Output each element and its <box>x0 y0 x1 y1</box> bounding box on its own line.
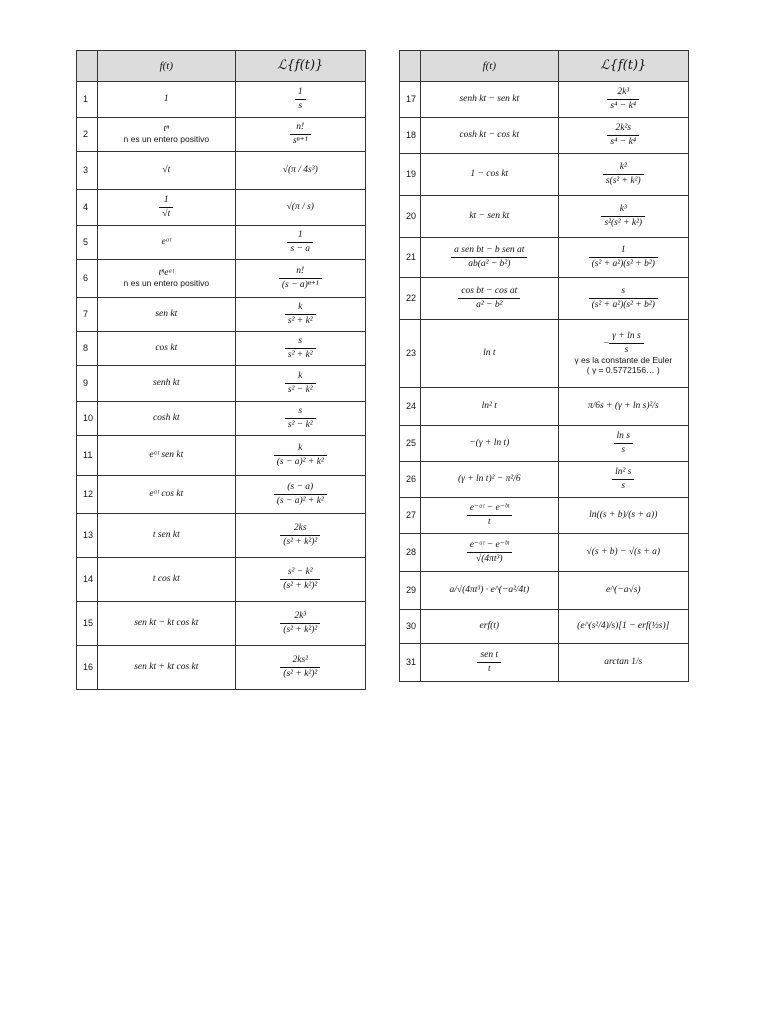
table-row <box>77 152 366 190</box>
function-expression: t sen kt <box>152 530 180 541</box>
function-expression: ln² t <box>481 401 497 412</box>
transform-cell <box>558 462 688 498</box>
function-expression: sen kt <box>155 309 178 320</box>
l-fraction <box>295 87 306 112</box>
f-fraction <box>458 286 520 311</box>
transform-note: γ es la constante de Euler <box>574 355 673 366</box>
row-number: 13 <box>77 514 98 558</box>
table-row <box>77 402 366 436</box>
l-fraction <box>280 655 320 680</box>
row-number: 19 <box>400 154 421 196</box>
row-number: 6 <box>77 260 98 298</box>
transform-cell <box>235 476 365 514</box>
transform-cell <box>558 572 688 610</box>
table-row <box>400 238 689 278</box>
transform-cell <box>235 402 365 436</box>
l-denominator: (s² + k²)² <box>283 669 318 679</box>
l-numerator: γ + ln s <box>609 331 643 344</box>
function-cell <box>98 402 235 436</box>
table-row <box>400 572 689 610</box>
l-numerator: 2k²s <box>607 123 639 136</box>
function-expression: eᵃᵗ <box>161 237 172 248</box>
function-expression: eᵃᵗ cos kt <box>149 489 184 500</box>
function-cell <box>98 514 235 558</box>
f-denominator: t <box>487 664 491 674</box>
table-row <box>400 462 689 498</box>
l-fraction <box>589 286 658 311</box>
transform-cell <box>558 118 688 154</box>
l-numerator: k³ <box>601 204 645 217</box>
l-denominator: (s² + a²)(s² + b²) <box>591 300 655 310</box>
function-cell <box>98 152 235 190</box>
transform-cell <box>235 226 365 260</box>
table-row <box>400 534 689 572</box>
table-row <box>400 498 689 534</box>
l-numerator: 1 <box>287 230 313 243</box>
row-number: 26 <box>400 462 421 498</box>
table-row <box>77 558 366 602</box>
transform-cell <box>235 152 365 190</box>
transform-cell <box>558 388 688 426</box>
f-denominator: √t <box>162 209 171 219</box>
l-fraction <box>285 302 316 327</box>
l-denominator: s − a <box>290 244 311 254</box>
transform-cell <box>235 646 365 690</box>
function-cell <box>98 558 235 602</box>
l-fraction <box>601 204 645 229</box>
row-number: 8 <box>77 332 98 366</box>
table-row <box>400 196 689 238</box>
transform-cell <box>235 514 365 558</box>
function-expression: cosh kt − cos kt <box>459 130 520 141</box>
transform-cell <box>558 534 688 572</box>
transform-cell <box>235 558 365 602</box>
function-cell <box>98 82 235 118</box>
row-number: 2 <box>77 118 98 152</box>
row-number: 23 <box>400 320 421 388</box>
l-fraction <box>285 336 316 361</box>
function-note: n es un entero positivo <box>123 278 210 289</box>
l-denominator: s² − k² <box>287 420 313 430</box>
function-expression: cos kt <box>155 343 178 354</box>
f-denominator: ab(a² − b²) <box>468 259 511 269</box>
table-row <box>400 610 689 644</box>
function-expression: senh kt <box>152 378 180 389</box>
row-number: 18 <box>400 118 421 154</box>
table-row <box>77 332 366 366</box>
row-number: 16 <box>77 646 98 690</box>
transform-prefix: − <box>602 338 610 349</box>
function-expression: 1 − cos kt <box>470 169 509 180</box>
function-cell <box>421 278 558 320</box>
function-cell <box>421 388 558 426</box>
f-numerator: a sen bt − b sen at <box>451 245 527 258</box>
f-fraction <box>159 195 173 220</box>
l-denominator: s² + k² <box>287 316 313 326</box>
transform-expression: ln((s + b)/(s + a)) <box>589 510 658 521</box>
f-fraction <box>467 540 512 565</box>
l-numerator: n! <box>279 266 322 279</box>
row-number: 9 <box>77 366 98 402</box>
function-cell <box>98 366 235 402</box>
function-cell <box>98 190 235 226</box>
l-numerator: s <box>285 406 316 419</box>
row-number: 24 <box>400 388 421 426</box>
l-fraction <box>280 523 320 548</box>
row-number: 30 <box>400 610 421 644</box>
l-numerator: s <box>285 336 316 349</box>
transform-cell <box>558 196 688 238</box>
transform-cell <box>558 238 688 278</box>
transform-cell <box>235 602 365 646</box>
row-number: 25 <box>400 426 421 462</box>
l-denominator: (s − a)² + k² <box>276 457 324 467</box>
l-fraction <box>607 123 639 148</box>
function-expression: −(γ + ln t) <box>469 438 510 449</box>
function-cell <box>421 462 558 498</box>
table-row <box>77 298 366 332</box>
l-numerator: k <box>274 443 327 456</box>
function-expression: eᵃᵗ sen kt <box>149 450 184 461</box>
transform-expression: e^(−a√s) <box>605 585 641 596</box>
table-row <box>400 426 689 462</box>
l-numerator: ln s <box>614 431 633 444</box>
table-row <box>77 118 366 152</box>
row-number: 12 <box>77 476 98 514</box>
function-cell <box>98 118 235 152</box>
f-numerator: e⁻ᵃᵗ − e⁻ᵇᵗ <box>467 540 512 553</box>
row-number: 11 <box>77 436 98 476</box>
function-cell <box>421 82 558 118</box>
function-cell <box>421 196 558 238</box>
l-numerator: k <box>285 302 316 315</box>
function-expression: tⁿeᵃᵗ <box>158 268 174 279</box>
row-number: 21 <box>400 238 421 278</box>
transform-expression: √(s + b) − √(s + a) <box>586 547 660 558</box>
laplace-table-left <box>76 50 366 690</box>
f-numerator: cos bt − cos at <box>458 286 520 299</box>
l-denominator: s <box>621 445 626 455</box>
function-expression: ln t <box>483 348 496 359</box>
transform-cell <box>558 320 688 388</box>
l-fraction <box>274 443 327 468</box>
function-cell <box>421 610 558 644</box>
transform-cell <box>235 190 365 226</box>
l-numerator: ln² s <box>612 467 634 480</box>
function-cell <box>98 476 235 514</box>
row-number: 5 <box>77 226 98 260</box>
transform-cell <box>235 260 365 298</box>
transform-expression: √(π / s) <box>286 202 314 213</box>
f-denominator: a² − b² <box>476 300 503 310</box>
row-number: 15 <box>77 602 98 646</box>
l-fraction <box>285 371 316 396</box>
table-row <box>77 366 366 402</box>
function-cell <box>421 238 558 278</box>
l-fraction <box>607 87 639 112</box>
l-denominator: (s² + k²)² <box>283 581 318 591</box>
transform-cell <box>235 118 365 152</box>
l-denominator: s² + k² <box>287 350 313 360</box>
l-numerator: 1 <box>295 87 306 100</box>
l-fraction <box>603 162 644 187</box>
l-numerator: 2ks² <box>280 655 320 668</box>
table-row <box>400 154 689 196</box>
l-fraction <box>609 331 643 356</box>
f-denominator: √(4πt³) <box>476 554 503 564</box>
table-row <box>400 118 689 154</box>
row-number: 22 <box>400 278 421 320</box>
l-denominator: s⁴ − k⁴ <box>610 137 637 147</box>
transform-expression: arctan 1/s <box>604 657 643 668</box>
function-expression: a/√(4πt³) · e^(−a²/4t) <box>449 585 530 596</box>
header-number <box>77 51 98 82</box>
row-number: 3 <box>77 152 98 190</box>
f-fraction <box>467 503 512 528</box>
f-numerator: sen t <box>477 650 501 663</box>
transform-expression: π/6s + (γ + ln s)²/s <box>587 401 659 412</box>
l-numerator: 1 <box>589 245 658 258</box>
transform-cell <box>558 154 688 196</box>
transform-cell <box>558 610 688 644</box>
l-denominator: (s² + k²)² <box>283 625 318 635</box>
l-denominator: sⁿ⁺¹ <box>292 136 308 146</box>
transform-cell <box>235 366 365 402</box>
transform-cell <box>558 498 688 534</box>
l-numerator: 2k³ <box>607 87 639 100</box>
function-expression: sen kt − kt cos kt <box>134 618 199 629</box>
l-denominator: s <box>624 345 629 356</box>
l-denominator: s²(s² + k²) <box>604 218 643 228</box>
transform-cell <box>558 278 688 320</box>
l-numerator: (s − a) <box>274 482 327 495</box>
row-number: 10 <box>77 402 98 436</box>
function-cell <box>421 118 558 154</box>
l-denominator: s(s² + k²) <box>605 176 641 186</box>
function-expression: sen kt + kt cos kt <box>134 662 199 673</box>
l-fraction <box>287 230 313 255</box>
transform-cell <box>558 644 688 682</box>
function-cell <box>421 498 558 534</box>
transform-expression: √(π / 4s³) <box>282 165 318 176</box>
f-fraction <box>451 245 527 270</box>
function-note: n es un entero positivo <box>123 134 210 145</box>
function-cell <box>421 320 558 388</box>
table-row <box>77 260 366 298</box>
l-denominator: (s² + a²)(s² + b²) <box>591 259 655 269</box>
row-number: 31 <box>400 644 421 682</box>
table-row <box>77 190 366 226</box>
header-transform: ℒ{f(t)} <box>558 51 688 82</box>
l-numerator: s <box>589 286 658 299</box>
table-row <box>400 320 689 388</box>
transform-cell <box>558 82 688 118</box>
row-number: 7 <box>77 298 98 332</box>
table-header-row <box>77 51 366 82</box>
function-cell <box>421 154 558 196</box>
f-fraction <box>477 650 501 675</box>
row-number: 27 <box>400 498 421 534</box>
function-expression: kt − sen kt <box>469 211 510 222</box>
function-cell <box>98 602 235 646</box>
function-expression: t cos kt <box>152 574 180 585</box>
function-expression: (γ + ln t)² − π²/6 <box>457 474 521 485</box>
l-fraction <box>279 266 322 291</box>
table-row <box>77 226 366 260</box>
row-number: 17 <box>400 82 421 118</box>
table-row <box>77 476 366 514</box>
row-number: 29 <box>400 572 421 610</box>
function-cell <box>98 298 235 332</box>
l-denominator: (s − a)ⁿ⁺¹ <box>281 280 319 290</box>
header-function: f(t) <box>421 51 558 82</box>
function-cell <box>421 644 558 682</box>
transform-cell <box>558 426 688 462</box>
function-cell <box>98 226 235 260</box>
table-row <box>400 388 689 426</box>
row-number: 1 <box>77 82 98 118</box>
function-expression: cosh kt <box>152 413 180 424</box>
transform-note-value: ( γ = 0.5772156… ) <box>586 364 660 375</box>
l-numerator: k² <box>603 162 644 175</box>
l-fraction <box>280 567 320 592</box>
l-denominator: (s − a)² + k² <box>276 496 324 506</box>
transform-cell <box>235 298 365 332</box>
table-header-row <box>400 51 689 82</box>
table-row <box>77 436 366 476</box>
table-row <box>400 278 689 320</box>
row-number: 28 <box>400 534 421 572</box>
function-cell <box>98 436 235 476</box>
l-numerator: k <box>285 371 316 384</box>
transform-cell <box>235 82 365 118</box>
transform-cell <box>235 436 365 476</box>
row-number: 20 <box>400 196 421 238</box>
row-number: 4 <box>77 190 98 226</box>
function-expression: √t <box>162 165 171 176</box>
header-function: f(t) <box>98 51 235 82</box>
header-transform: ℒ{f(t)} <box>235 51 365 82</box>
l-numerator: 2k³ <box>280 611 320 624</box>
l-denominator: s <box>621 481 626 491</box>
l-fraction <box>612 467 634 492</box>
table-row <box>77 82 366 118</box>
function-cell <box>98 646 235 690</box>
f-numerator: e⁻ᵃᵗ − e⁻ᵇᵗ <box>467 503 512 516</box>
function-cell <box>421 572 558 610</box>
function-cell <box>98 332 235 366</box>
l-denominator: (s² + k²)² <box>283 537 318 547</box>
l-denominator: s <box>298 101 303 111</box>
transform-expression: (e^(s²/4)/s)[1 − erf(½s)] <box>577 621 670 632</box>
l-fraction <box>290 122 311 147</box>
function-cell <box>421 534 558 572</box>
table-row <box>77 514 366 558</box>
function-cell <box>421 426 558 462</box>
function-expression: tⁿ <box>163 124 170 135</box>
table-row <box>400 82 689 118</box>
f-numerator: 1 <box>159 195 173 208</box>
l-numerator: n! <box>290 122 311 135</box>
l-numerator: s² − k² <box>280 567 320 580</box>
l-fraction <box>280 611 320 636</box>
f-denominator: t <box>487 517 491 527</box>
l-fraction <box>589 245 658 270</box>
row-number: 14 <box>77 558 98 602</box>
table-row <box>400 644 689 682</box>
function-cell <box>98 260 235 298</box>
l-denominator: s² − k² <box>287 385 313 395</box>
l-denominator: s⁴ − k⁴ <box>610 101 637 111</box>
laplace-table-right <box>399 50 689 682</box>
function-expression: senh kt − sen kt <box>459 94 520 105</box>
function-expression: erf(t) <box>479 621 500 632</box>
table-row <box>77 602 366 646</box>
function-expression: 1 <box>163 94 169 105</box>
table-row <box>77 646 366 690</box>
l-fraction <box>614 431 633 456</box>
l-fraction <box>274 482 327 507</box>
l-fraction <box>285 406 316 431</box>
header-number <box>400 51 421 82</box>
l-numerator: 2ks <box>280 523 320 536</box>
transform-cell <box>235 332 365 366</box>
